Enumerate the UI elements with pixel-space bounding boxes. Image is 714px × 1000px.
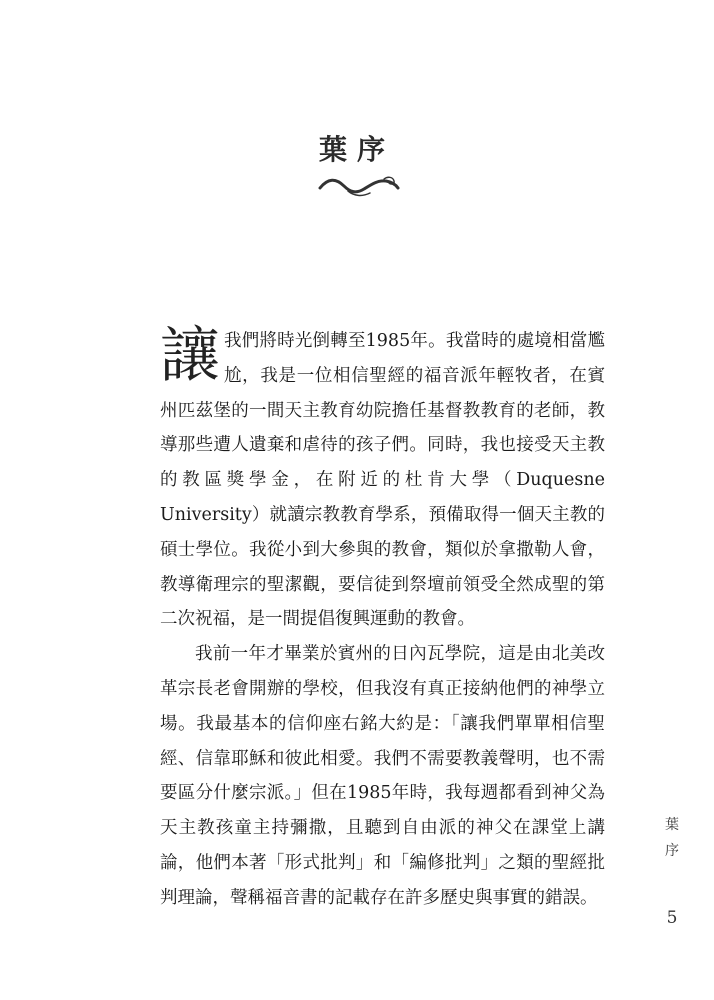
page-title: 葉序 — [318, 133, 395, 166]
body-text — [160, 321, 605, 916]
page-number: 5 — [666, 908, 678, 928]
drop-cap: 讓 — [160, 321, 220, 391]
paragraph-2: 我前一年才畢業於賓州的日內瓦學院，這是由北美改革宗長老會開辦的學校，但我沒有真正接納他們的神學立場。我最基本的信仰座右銘大約是：「讓我們單單相信聖經、信靠耶穌和彼此相愛。我們不需要教義聲明，也不需要區分什麼宗派。」但在1985年時，我每週都看到神父為天主教孩童主持彌撒，且聽到自由派的神父在課堂上講論，他們本著「形式批判」和「編修批判」之類的聖經批判理論，聲稱福音書的記載存在許多歷史與事實的錯誤。 — [160, 644, 605, 908]
paragraph-1 — [160, 321, 605, 637]
running-header-char: 葉 — [665, 817, 679, 833]
paragraph-1-text: 我們將時光倒轉至1985年。我當時的處境相當尷尬，我是一位相信聖經的福音派年輕牧者，在賓州匹茲堡的一間天主教育幼院擔任基督教教育的老師，教導那些遭人遺棄和虐待的孩子們。同時，我也接受天主教的教區獎學金，在附近的杜肯大學（Duquesne University）就讀宗教教育學系，預備取得一個天主教的碩士學位。我從小到大參與的教會，類似於拿撒勒人會，教導衛理宗的聖潔觀，要信徒到祭壇前領受全然成聖的第二次祝福，是一間提倡復興運動的教會。 — [160, 331, 605, 630]
running-header-vertical — [662, 812, 682, 864]
running-header-char: 序 — [665, 843, 679, 859]
swash-ornament-icon — [318, 172, 400, 202]
